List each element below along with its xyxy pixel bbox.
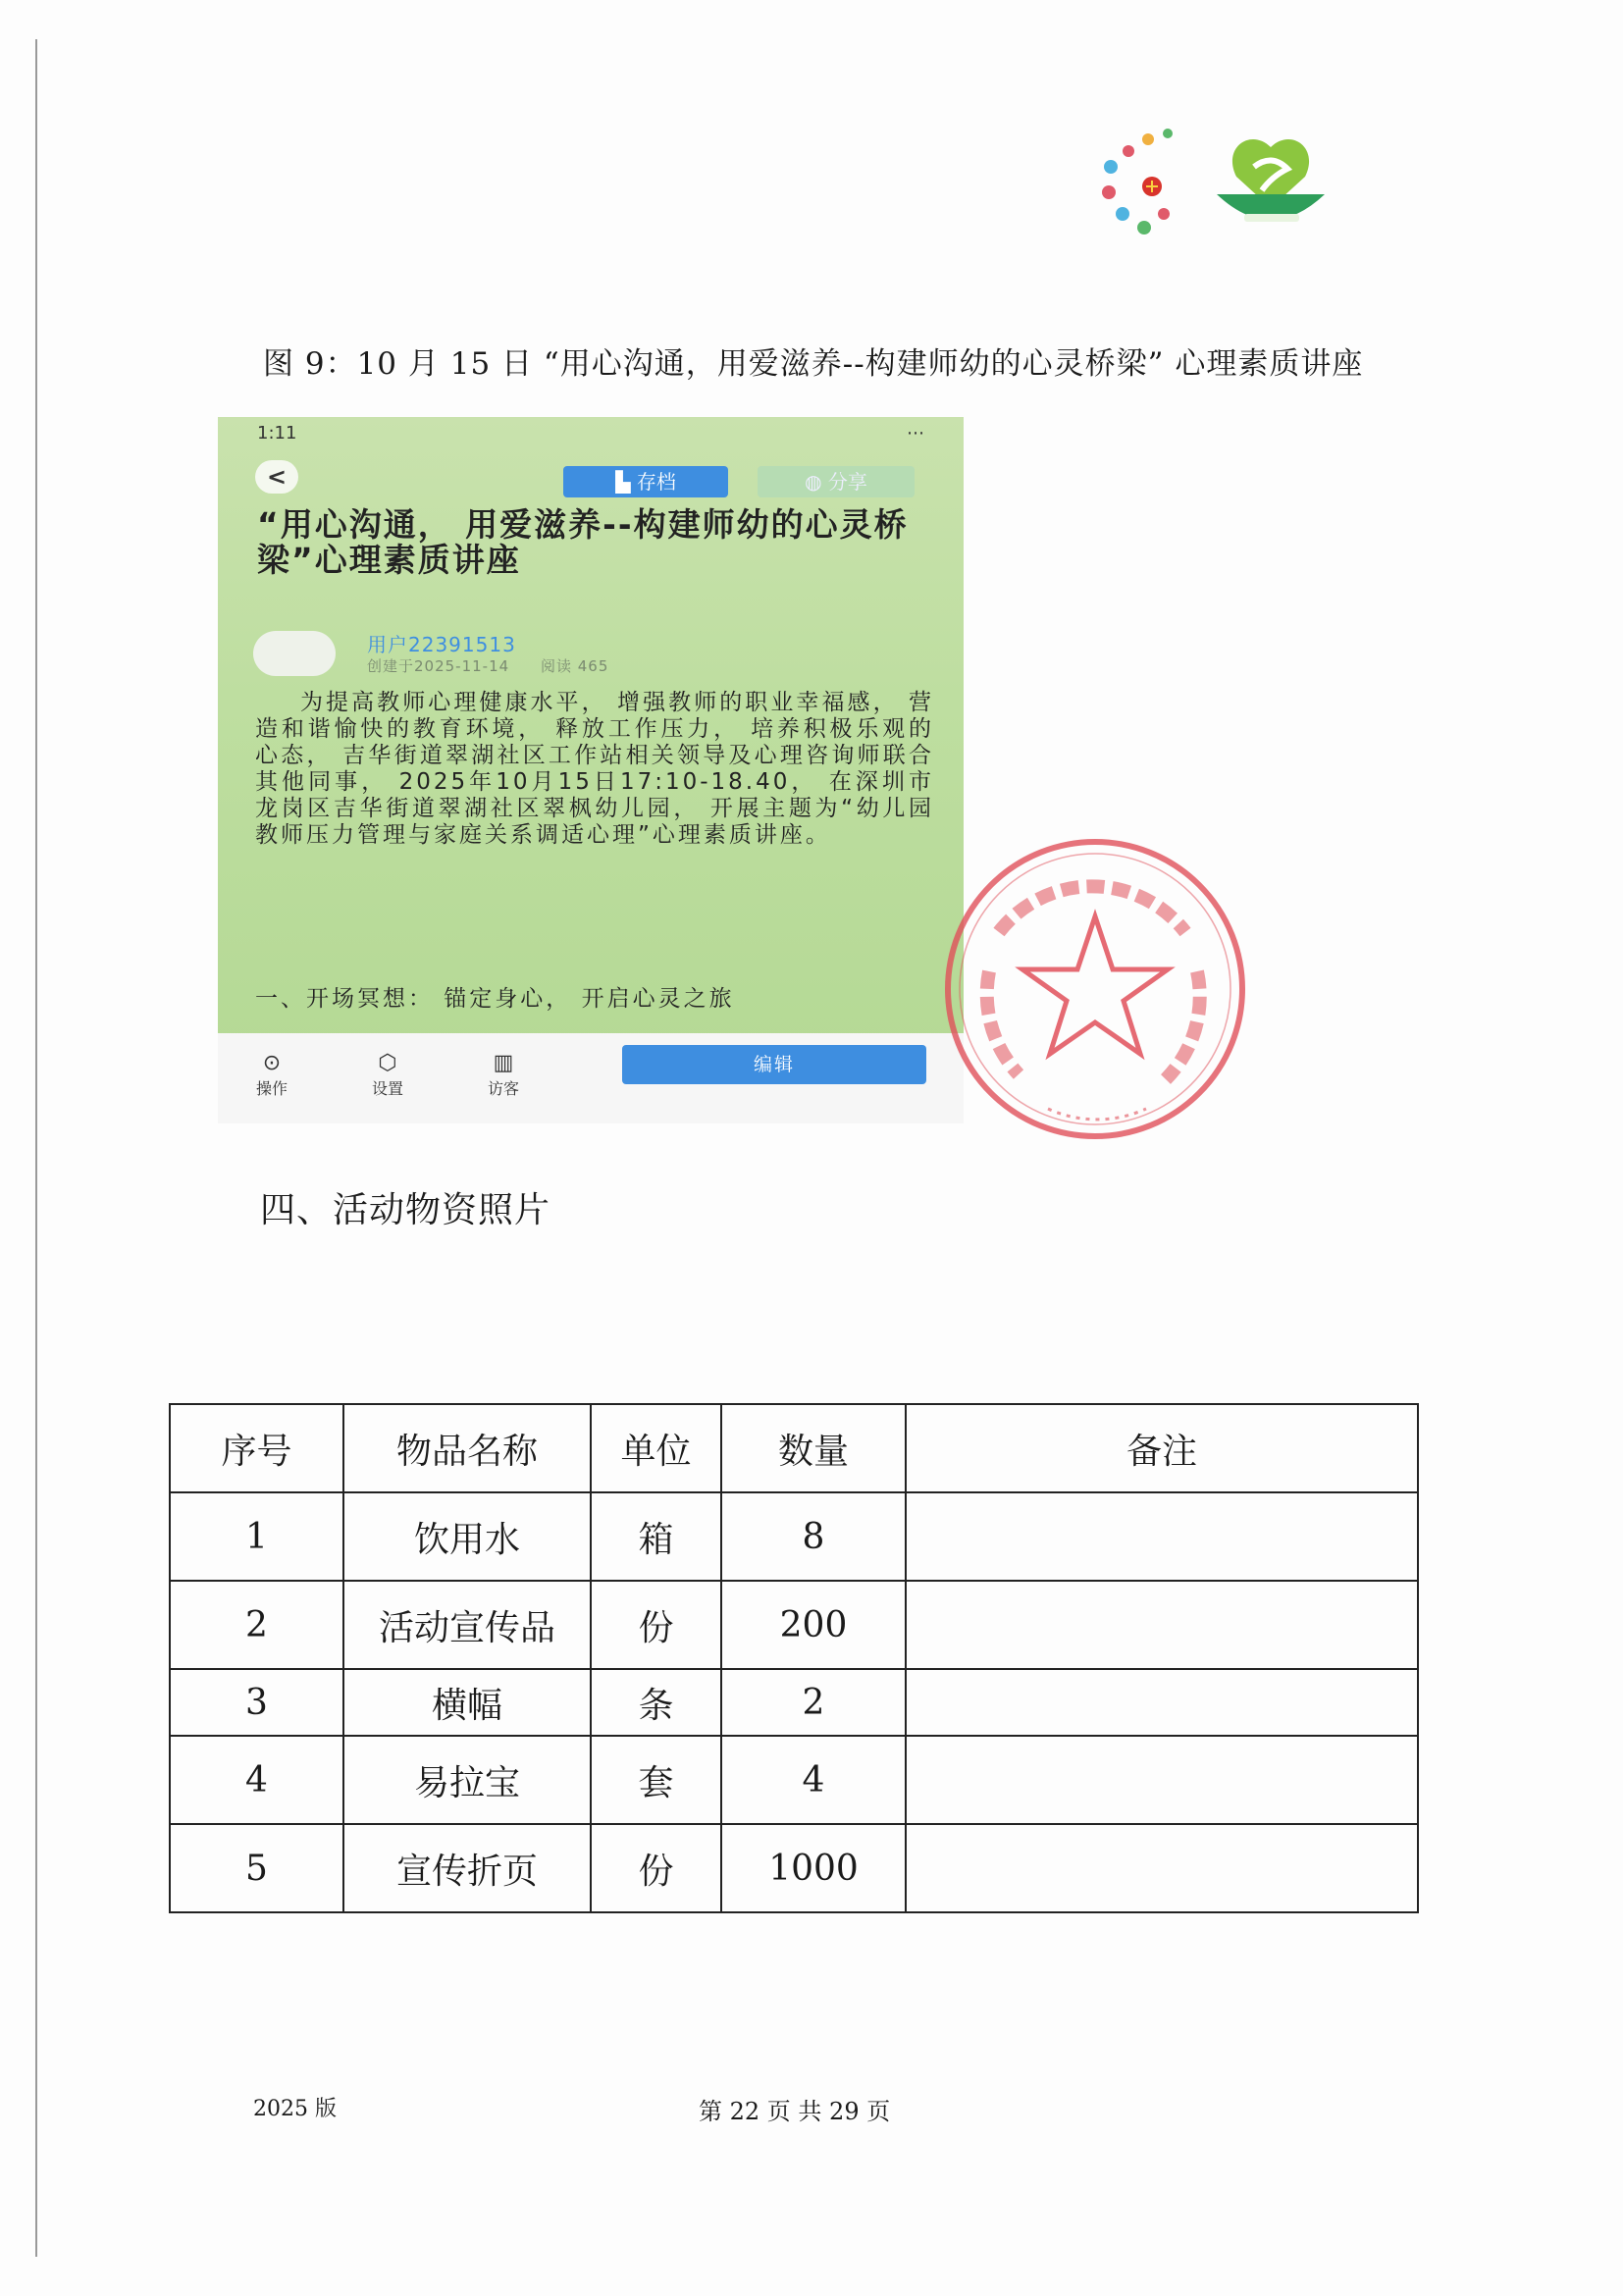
left-margin-line <box>35 39 37 2257</box>
cell-unit: 份 <box>591 1581 721 1669</box>
cell-quantity: 2 <box>721 1669 906 1736</box>
cell-unit: 条 <box>591 1669 721 1736</box>
cell-index: 1 <box>170 1492 343 1581</box>
footer-version: 2025 版 <box>253 2097 337 2121</box>
share-label: 分享 <box>827 470 867 494</box>
footer-page-number: 第 22 页 共 29 页 <box>699 2098 891 2125</box>
header-remarks: 备注 <box>906 1404 1418 1492</box>
back-button[interactable]: < <box>255 460 298 494</box>
cell-item-name: 活动宣传品 <box>343 1581 591 1669</box>
cell-remarks <box>906 1581 1418 1669</box>
cell-index: 5 <box>170 1824 343 1912</box>
cell-index: 4 <box>170 1736 343 1824</box>
archive-label: 存档 <box>636 470 676 494</box>
table-header-row <box>170 1404 1418 1492</box>
cell-quantity: 4 <box>721 1736 906 1824</box>
cell-remarks <box>906 1669 1418 1736</box>
status-time: 1:11 <box>257 423 297 444</box>
operate-button[interactable] <box>237 1051 306 1099</box>
article-meta <box>367 655 634 676</box>
author-username[interactable]: 用户22391513 <box>367 633 516 656</box>
figure-caption: 图 9：10 月 15 日 “用心沟通，用爱滋养--构建师幼的心灵桥梁” 心理素质讲座 <box>263 346 1364 382</box>
cell-index: 3 <box>170 1669 343 1736</box>
section-title: 四、活动物资照片 <box>260 1190 551 1230</box>
operate-label: 操作 <box>255 1079 288 1098</box>
header-quantity: 数量 <box>721 1404 906 1492</box>
header-index: 序号 <box>170 1404 343 1492</box>
cell-unit: 份 <box>591 1824 721 1912</box>
article-body: 为提高教师心理健康水平， 增强教师的职业幸福感， 营造和谐愉快的教育环境， 释放工作压力， 培养积极乐观的心态， 吉华街道翠湖社区工作站相关领导及心理咨询师联合其他同事， 2025年10月15日17:10-18.40， 在深圳市龙岗区吉华街道翠湖社区翠枫幼儿园， 开展主题为“幼儿园教师压力管理与家庭关系调适心理”心理素质讲座。 <box>255 690 934 848</box>
status-icons: ⋯ <box>907 423 924 444</box>
created-date: 创建于2025-11-14 <box>367 657 510 675</box>
cell-remarks <box>906 1492 1418 1581</box>
settings-button[interactable] <box>353 1051 422 1099</box>
flower-logo-icon <box>1102 129 1173 235</box>
share-button[interactable] <box>758 466 915 497</box>
cell-item-name: 宣传折页 <box>343 1824 591 1912</box>
bottom-toolbar <box>218 1033 964 1123</box>
table-row <box>170 1669 1418 1736</box>
header-unit: 单位 <box>591 1404 721 1492</box>
wechat-icon: ◍ <box>805 470 828 494</box>
bar-chart-icon: ▥ <box>493 1051 514 1075</box>
status-bar <box>257 423 924 446</box>
cell-item-name: 饮用水 <box>343 1492 591 1581</box>
visitors-button[interactable] <box>469 1051 538 1099</box>
company-seal-stamp <box>940 834 1250 1144</box>
read-count: 阅读 465 <box>540 657 609 675</box>
header-item-name: 物品名称 <box>343 1404 591 1492</box>
article-screenshot <box>218 417 964 1123</box>
edit-button[interactable]: 编辑 <box>622 1045 926 1084</box>
table-row <box>170 1581 1418 1669</box>
cell-index: 2 <box>170 1581 343 1669</box>
cell-remarks <box>906 1736 1418 1824</box>
article-section-heading: 一、开场冥想： 锚定身心， 开启心灵之旅 <box>255 986 735 1012</box>
cell-unit: 箱 <box>591 1492 721 1581</box>
table-row <box>170 1824 1418 1912</box>
archive-button[interactable] <box>563 466 728 497</box>
gear-icon: ⬡ <box>378 1051 397 1075</box>
chart-icon: ▙ <box>615 470 637 494</box>
more-icon: ⊙ <box>262 1051 282 1075</box>
table-row <box>170 1736 1418 1824</box>
cell-remarks <box>906 1824 1418 1912</box>
cell-quantity: 200 <box>721 1581 906 1669</box>
cell-item-name: 横幅 <box>343 1669 591 1736</box>
cell-unit: 套 <box>591 1736 721 1824</box>
avatar[interactable] <box>253 631 336 676</box>
star-icon <box>1022 916 1168 1054</box>
cell-item-name: 易拉宝 <box>343 1736 591 1824</box>
cell-quantity: 8 <box>721 1492 906 1581</box>
materials-table <box>169 1403 1419 1913</box>
cell-quantity: 1000 <box>721 1824 906 1912</box>
organization-logos <box>1089 118 1344 245</box>
article-title: “用心沟通， 用爱滋养--构建师幼的心灵桥梁”心理素质讲座 <box>257 505 909 579</box>
visitors-label: 访客 <box>487 1079 519 1098</box>
settings-label: 设置 <box>371 1079 403 1098</box>
heart-bowl-logo-icon <box>1217 139 1325 222</box>
table-row <box>170 1492 1418 1581</box>
